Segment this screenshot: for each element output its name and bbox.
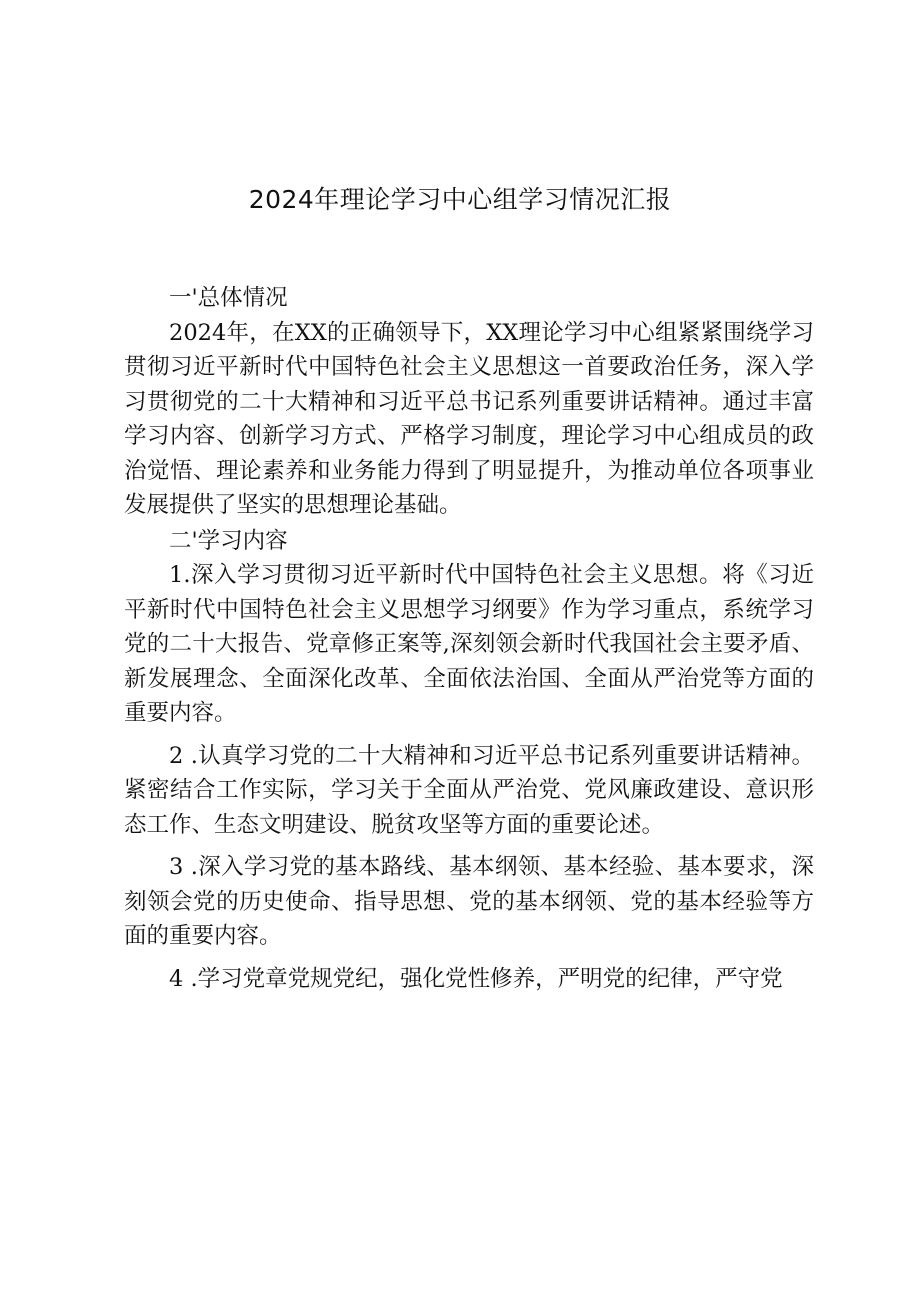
section-heading-overview: 一'总体情况	[169, 285, 288, 311]
document-body	[124, 280, 814, 996]
document-title: 2024年理论学习中心组学习情况汇报	[248, 185, 672, 214]
paragraph-item-1: 1.深入学习贯彻习近平新时代中国特色社会主义思想。将《习近平新时代中国特色社会主义思想学习纲要》作为学习重点，系统学习党的二十大报告、党章修正案等,深刻领会新时代我国社会主要矛盾、新发展理念、全面深化改革、全面依法治国、全面从严治党等方面的重要内容。	[124, 562, 814, 726]
paragraph-item-4: 4 .学习党章党规党纪，强化党性修养，严明党的纪律，严守党	[169, 965, 783, 992]
paragraph-item-2: 2 .认真学习党的二十大精神和习近平总书记系列重要讲话精神。紧密结合工作实际，学习关于全面从严治党、党风廉政建设、意识形态工作、生态文明建设、脱贫攻坚等方面的重要论述。	[124, 742, 814, 838]
paragraph-overview: 2024年，在XX的正确领导下，XX理论学习中心组紧紧围绕学习贯彻习近平新时代中国特色社会主义思想这一首要政治任务，深入学习贯彻党的二十大精神和习近平总书记系列重要讲话精神。通过丰富学习内容、创新学习方式、严格学习制度，理论学习中心组成员的政治觉悟、理论素养和业务能力得到了明显提升，为推动单位各项事业发展提供了坚实的思想理论基础。	[124, 319, 814, 518]
section-heading-content: 二'学习内容	[169, 527, 288, 554]
paragraph-item-3: 3 .深入学习党的基本路线、基本纲领、基本经验、基本要求，深刻领会党的历史使命、指导思想、党的基本纲领、党的基本经验等方面的重要内容。	[124, 854, 814, 949]
